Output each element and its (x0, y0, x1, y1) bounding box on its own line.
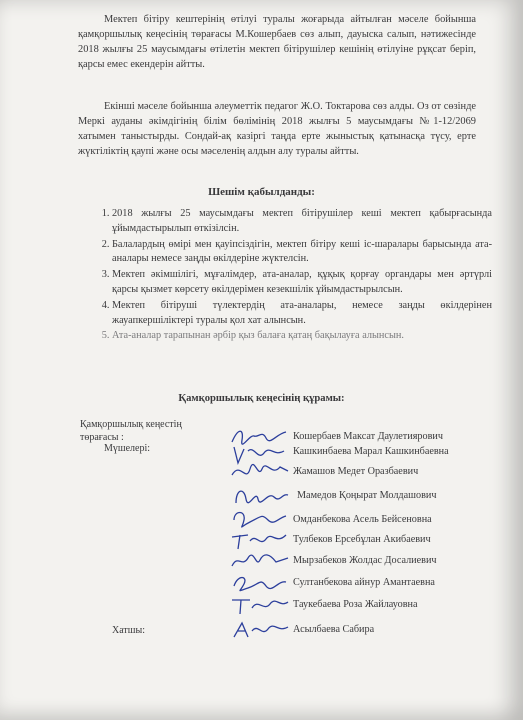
decision-list (96, 207, 492, 345)
member-name: Омданбекова Асель Бейсеновна (293, 514, 432, 525)
paragraph-first-issue: Мектеп бітіру кештерінің өтілуі туралы жоғарыда айтылған мәселе бойынша қамқоршылық кеңесінің төрағасы М.Кошербаев сөз алып, дауыска салып, нәтижесінде 2018 жылғы 25 маусымдағы өтілетін мектеп бітірушілер кешінің өтілуіне рұқсат беріп, қарсы емес екендерін айтты. (78, 14, 476, 71)
decision-item: 5. Ата-аналар тарапынан әрбір қыз балаға қатаң бақылауға алынсын. (112, 329, 492, 344)
paragraph-second-issue: Екінші мәселе бойынша әлеуметтік педагог Ж.О. Токтарова сөз алды. Оз от сөзінде Меркі ауданы әкімдігінің білім бөлімінің 2018 жылғы 5 маусымдағы №1-12/2069 хатымен таныстырды. Сондай-ақ казіргі таңда ерте жыныстық қатынасқа түсу, ерте жүктіліктің қаупі және осы мәселенің алдын алу туралы айтты. (78, 101, 476, 158)
handwritten-signature (228, 617, 292, 643)
decision-item: 4. Мектеп бітіруші түлектердің ата-аналары, немесе заңды өкілдерінен жауапкершіліктері туралы қол хат алынсын. (112, 299, 492, 329)
composition-heading: Қамқоршылық кеңесінің құрамы: (178, 393, 345, 404)
secretary-label: Хатшы: (112, 625, 145, 636)
chair-label: Қамқоршылық кеңестің төрағасы : (80, 419, 182, 443)
secretary-name: Асылбаева Сабира (293, 624, 375, 635)
decision-heading: Шешім қабылданды: (208, 186, 315, 198)
member-name: Таукебаева Роза Жайлауовна (293, 599, 418, 610)
member-name: Кашкинбаева Марал Кашкинбаевна (293, 446, 449, 457)
decision-item: 1. 2018 жылғы 25 маусымдағы мектеп бітірушілер кеші мектеп қабырғасында ұйымдастырылып өткізілсін. (112, 207, 492, 237)
member-name: Кошербаев Максат Даулетиярович (293, 431, 443, 442)
handwritten-signature (228, 592, 292, 618)
handwritten-signature (228, 459, 292, 485)
decision-item: 2. Балалардың өмірі мен қауіпсіздігін, мектеп бітіру кеші іс-шаралары барысында ата-аналары немесе заңды өкілдеріне жүктелсін. (112, 238, 492, 268)
member-name: Султанбекова айнур Амантаевна (293, 577, 435, 588)
members-label: Мүшелері: (104, 443, 151, 454)
member-name: Мырзабеков Жолдас Досалиевич (293, 555, 437, 566)
member-name: Мамедов Қоңырат Молдашович (297, 490, 437, 501)
member-name: Жамашов Медет Оразбаевич (293, 466, 419, 477)
decision-item: 3. Мектеп әкімшілігі, мұғалімдер, ата-аналар, құқық қорғау органдары мен әртүрлі қарсы қызмет көрсету өкілдерімен кезекшілік ұйымдастырылсын. (112, 268, 492, 298)
member-name: Тулбеков Ерсебұлан Акибаевич (293, 534, 431, 545)
